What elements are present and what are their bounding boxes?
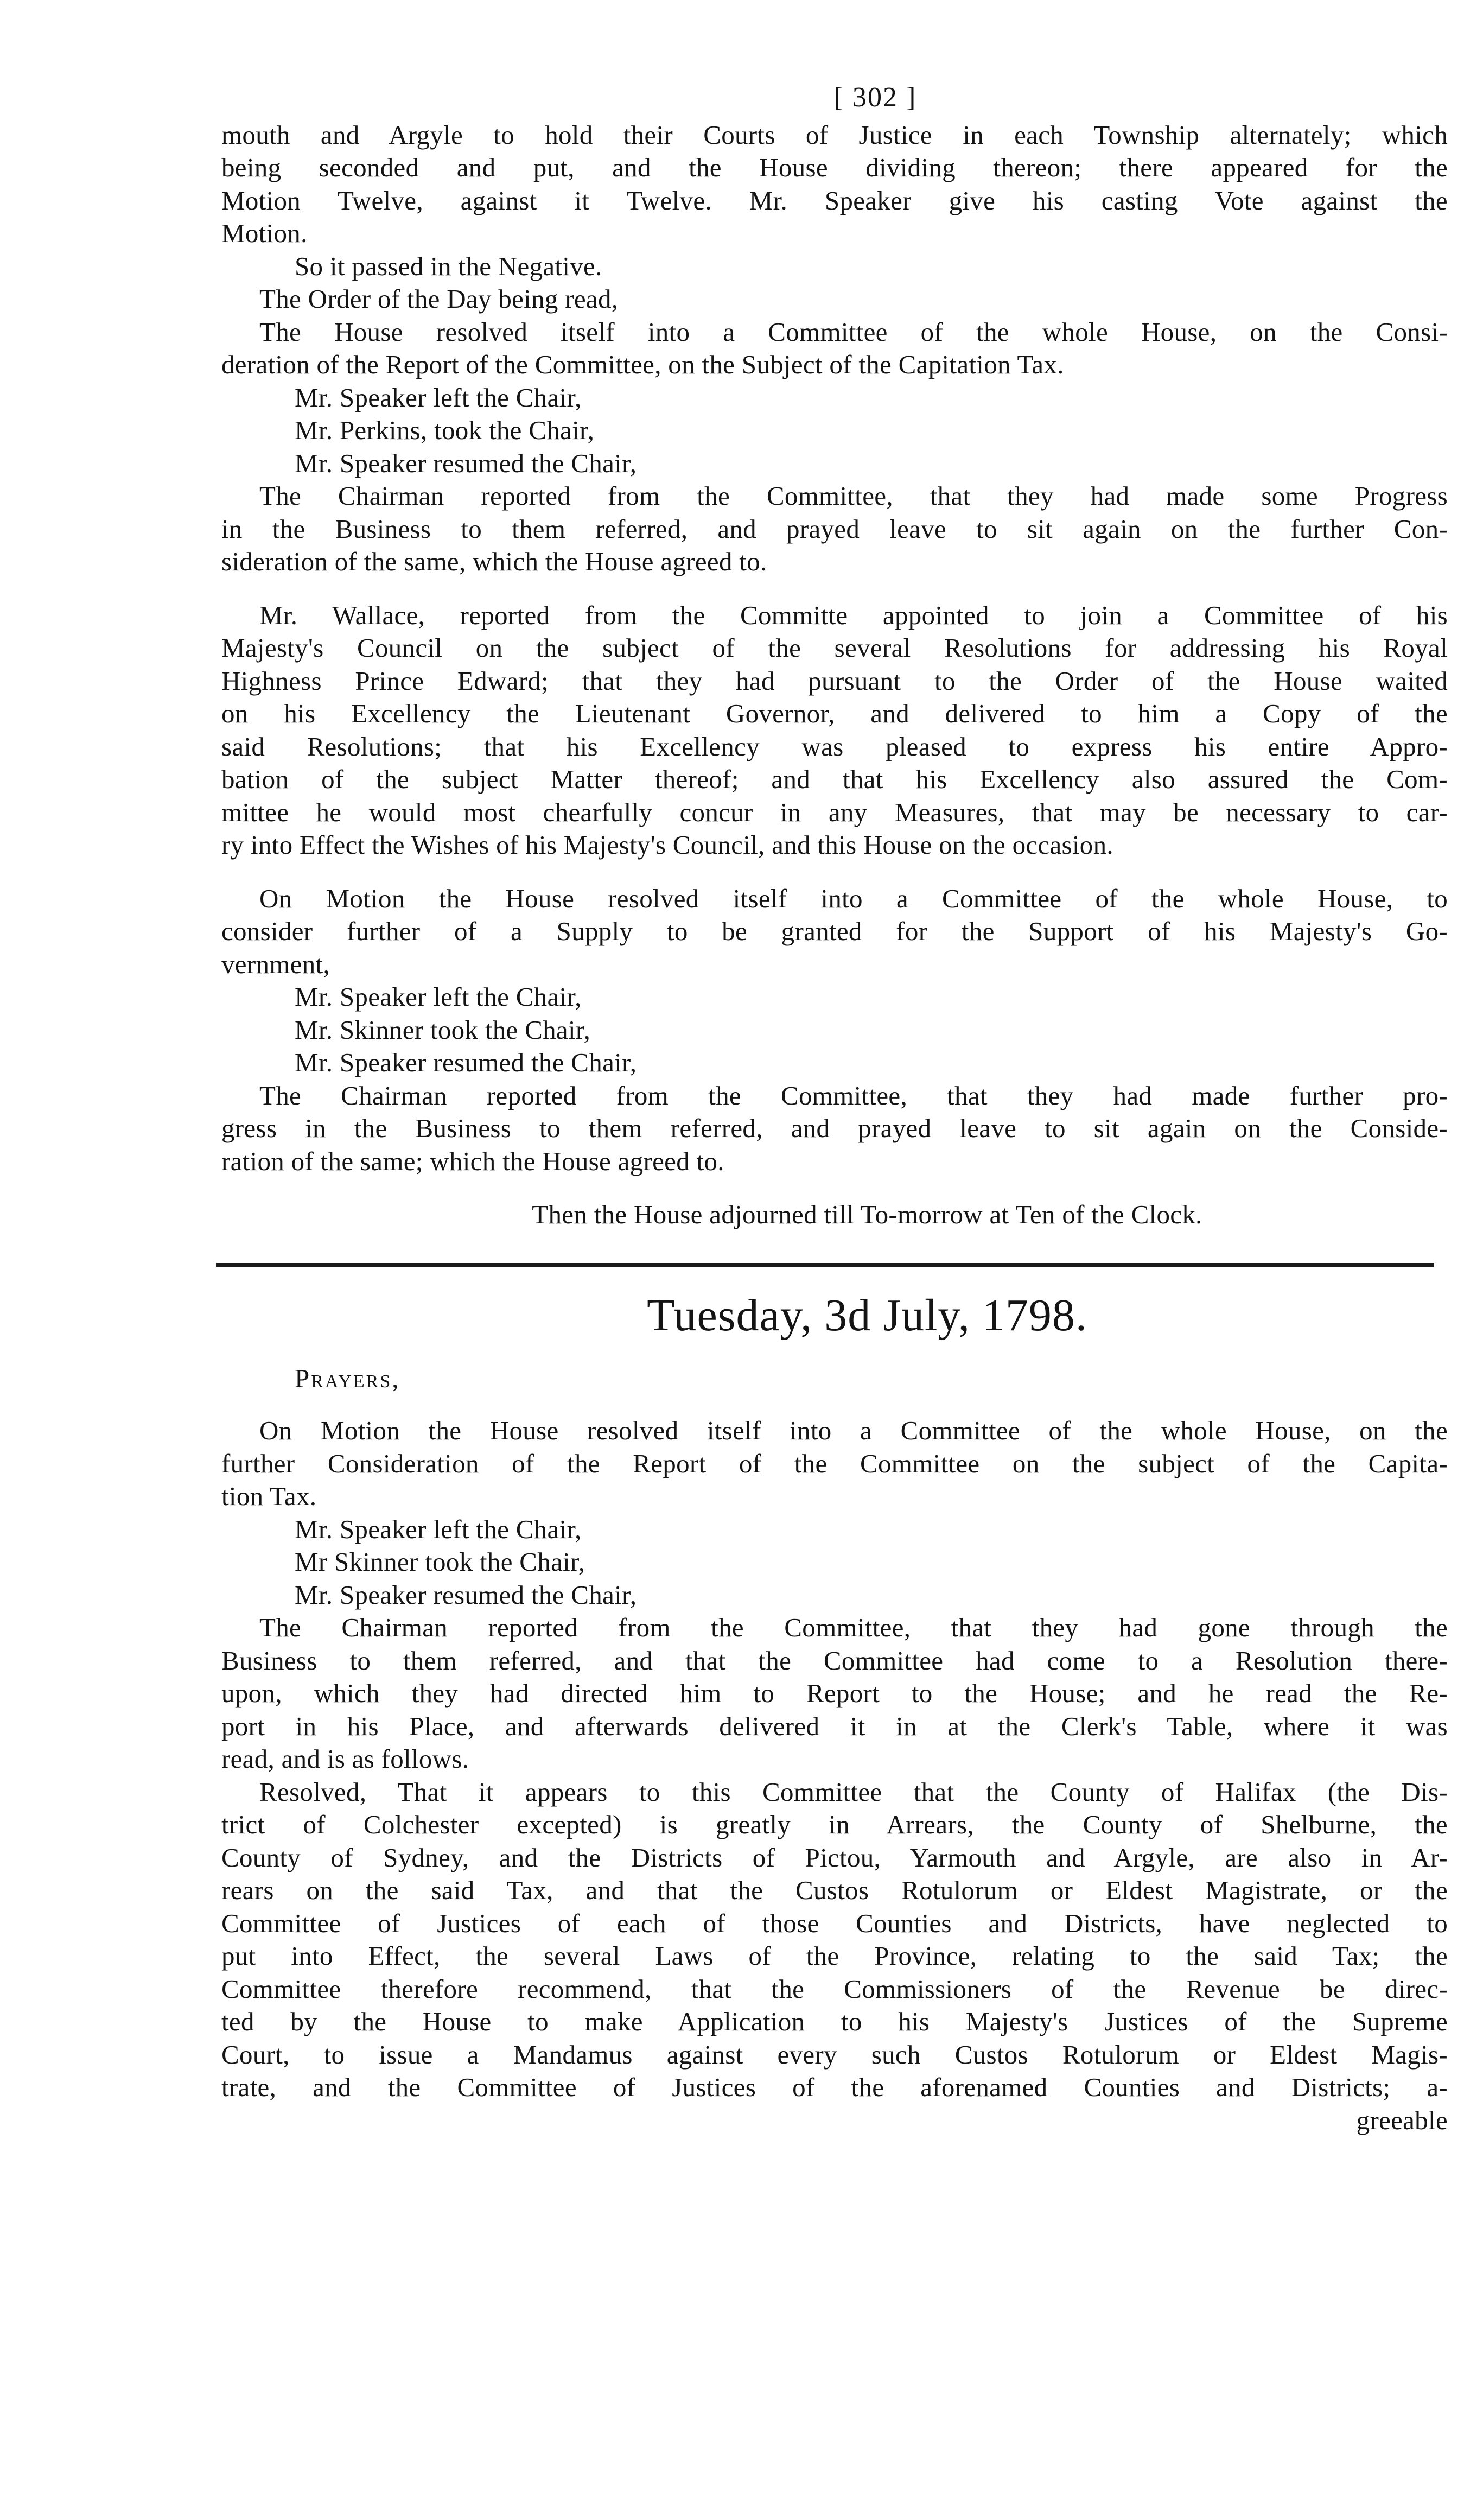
text-line: vernment, [221,949,330,979]
text-line: put into Effect, the several Laws of the Province, relating to the said Tax; the [221,1941,1448,1971]
text-line: County of Sydney, and the Districts of Pictou, Yarmouth and Argyle, are also in Ar- [221,1842,1448,1872]
paragraph-argyle-courts [221,119,1448,250]
order-of-day-line: The Order of the Day being read, [259,284,619,314]
text-line: Highness Prince Edward; that they had pursuant to the Order of the House waited [221,665,1448,696]
chair-list-1 [221,382,1448,480]
chair-line: Mr. Speaker resumed the Chair, [295,1579,637,1610]
section-divider [216,1263,1434,1267]
text-line: ration of the same; which the House agreed to. [221,1146,724,1176]
text-line: rears on the said Tax, and that the Custos Rotulorum or Eldest Magistrate, or the [221,1875,1448,1905]
text-line: Motion Twelve, against it Twelve. Mr. Speaker give his casting Vote against the [221,185,1448,215]
prayers-heading: Prayers, [295,1363,400,1393]
chair-list-3 [221,1513,1448,1612]
text-line: tion Tax. [221,1481,317,1511]
text-line: ry into Effect the Wishes of his Majesty's Council, and this House on the occasion. [221,830,1113,860]
text-line: on his Excellency the Lieutenant Governor, and delivered to him a Copy of the [221,699,1448,728]
text-line: Majesty's Council on the subject of the several Resolutions for addressing his Royal [221,633,1448,663]
text-line: deration of the Report of the Committee, on the Subject of the Capitation Tax. [221,350,1064,379]
text-line: port in his Place, and afterwards delivered it in at the Clerk's Table, where it was [221,1711,1448,1741]
paragraph-committee-capitation [221,316,1448,382]
page-number: [ 302 ] [833,82,917,113]
chair-line: Mr. Speaker resumed the Chair, [295,448,637,478]
text-line: The House resolved itself into a Committee of the whole House, on the Consi- [259,316,1448,347]
chair-line: Mr. Skinner took the Chair, [295,1014,591,1045]
text-line: said Resolutions; that his Excellency was pleased to express his entire Appro- [221,731,1448,761]
text-line: trict of Colchester excepted) is greatly in Arrears, the County of Shelburne, the [221,1810,1448,1839]
negative-line: So it passed in the Negative. [295,251,602,281]
paragraph-capitation-motion [221,1414,1448,1513]
date-heading: Tuesday, 3d July, 1798. [647,1290,1087,1341]
paragraph-wallace-report [221,599,1448,862]
adjournment-line: Then the House adjourned till To-morrow at Ten of the Clock. [532,1199,1202,1229]
catchword: greeable [1356,2105,1448,2135]
text-line: bation of the subject Matter thereof; and that his Excellency also assured the Com- [221,764,1448,794]
chair-line: Mr. Speaker left the Chair, [295,382,582,412]
text-line: ted by the House to make Application to his Majesty's Justices of the Supreme [221,2007,1448,2036]
text-line: Court, to issue a Mandamus against every such Custos Rotulorum or Eldest Magis- [221,2039,1448,2070]
paragraph-chairman-report-1 [221,480,1448,579]
text-line: trate, and the Committee of Justices of the aforenamed Counties and Districts; a- [221,2072,1448,2102]
text-line: mittee he would most chearfully concur in any Measures, that may be necessary to car- [221,797,1448,827]
text-line: The Chairman reported from the Committee, that they had made further pro- [259,1080,1448,1110]
text-line: On Motion the House resolved itself into a Committee of the whole House, on the [259,1415,1448,1445]
text-line: being seconded and put, and the House dividing thereon; there appeared for the [221,153,1448,182]
chair-list-2 [221,981,1448,1080]
chair-line: Mr. Speaker left the Chair, [295,1514,582,1544]
chair-line: Mr Skinner took the Chair, [295,1547,585,1577]
paragraph-supply-motion [221,883,1448,981]
chair-line: Mr. Perkins, took the Chair, [295,415,595,445]
paragraph-resolved [221,1776,1448,2104]
text-line: sideration of the same, which the House agreed to. [221,547,767,576]
text-line: Committee therefore recommend, that the Commissioners of the Revenue be direc- [221,1973,1448,2004]
text-line: Mr. Wallace, reported from the Committe appointed to join a Committee of his [259,600,1448,630]
text-line: further Consideration of the Report of the Committee on the subject of the Capita- [221,1448,1448,1478]
text-line: Motion. [221,218,308,248]
text-line: The Chairman reported from the Committee, that they had gone through the [259,1613,1448,1642]
text-line: gress in the Business to them referred, and prayed leave to sit again on the Conside- [221,1113,1448,1143]
chair-line: Mr. Speaker left the Chair, [295,982,582,1012]
text-line: The Chairman reported from the Committee, that they had made some Progress [259,481,1448,511]
text-line: Resolved, That it appears to this Committee that the County of Halifax (the Dis- [259,1776,1448,1807]
paragraph-chairman-report-3 [221,1611,1448,1776]
paragraph-chairman-report-2 [221,1080,1448,1178]
text-line: in the Business to them referred, and prayed leave to sit again on the further Con- [221,513,1448,544]
text-line: mouth and Argyle to hold their Courts of Justice in each Township alternately; which [221,119,1448,150]
text-line: read, and is as follows. [221,1744,469,1774]
document-page [221,81,1448,2137]
text-line: consider further of a Supply to be granted for the Support of his Majesty's Go- [221,916,1448,946]
chair-line: Mr. Speaker resumed the Chair, [295,1048,637,1077]
text-line: upon, which they had directed him to Report to the House; and he read the Re- [221,1678,1448,1708]
text-line: Business to them referred, and that the Committee had come to a Resolution there- [221,1645,1448,1675]
text-line: Committee of Justices of each of those Counties and Districts, have neglected to [221,1908,1448,1938]
text-line: On Motion the House resolved itself into a Committee of the whole House, to [259,883,1448,913]
